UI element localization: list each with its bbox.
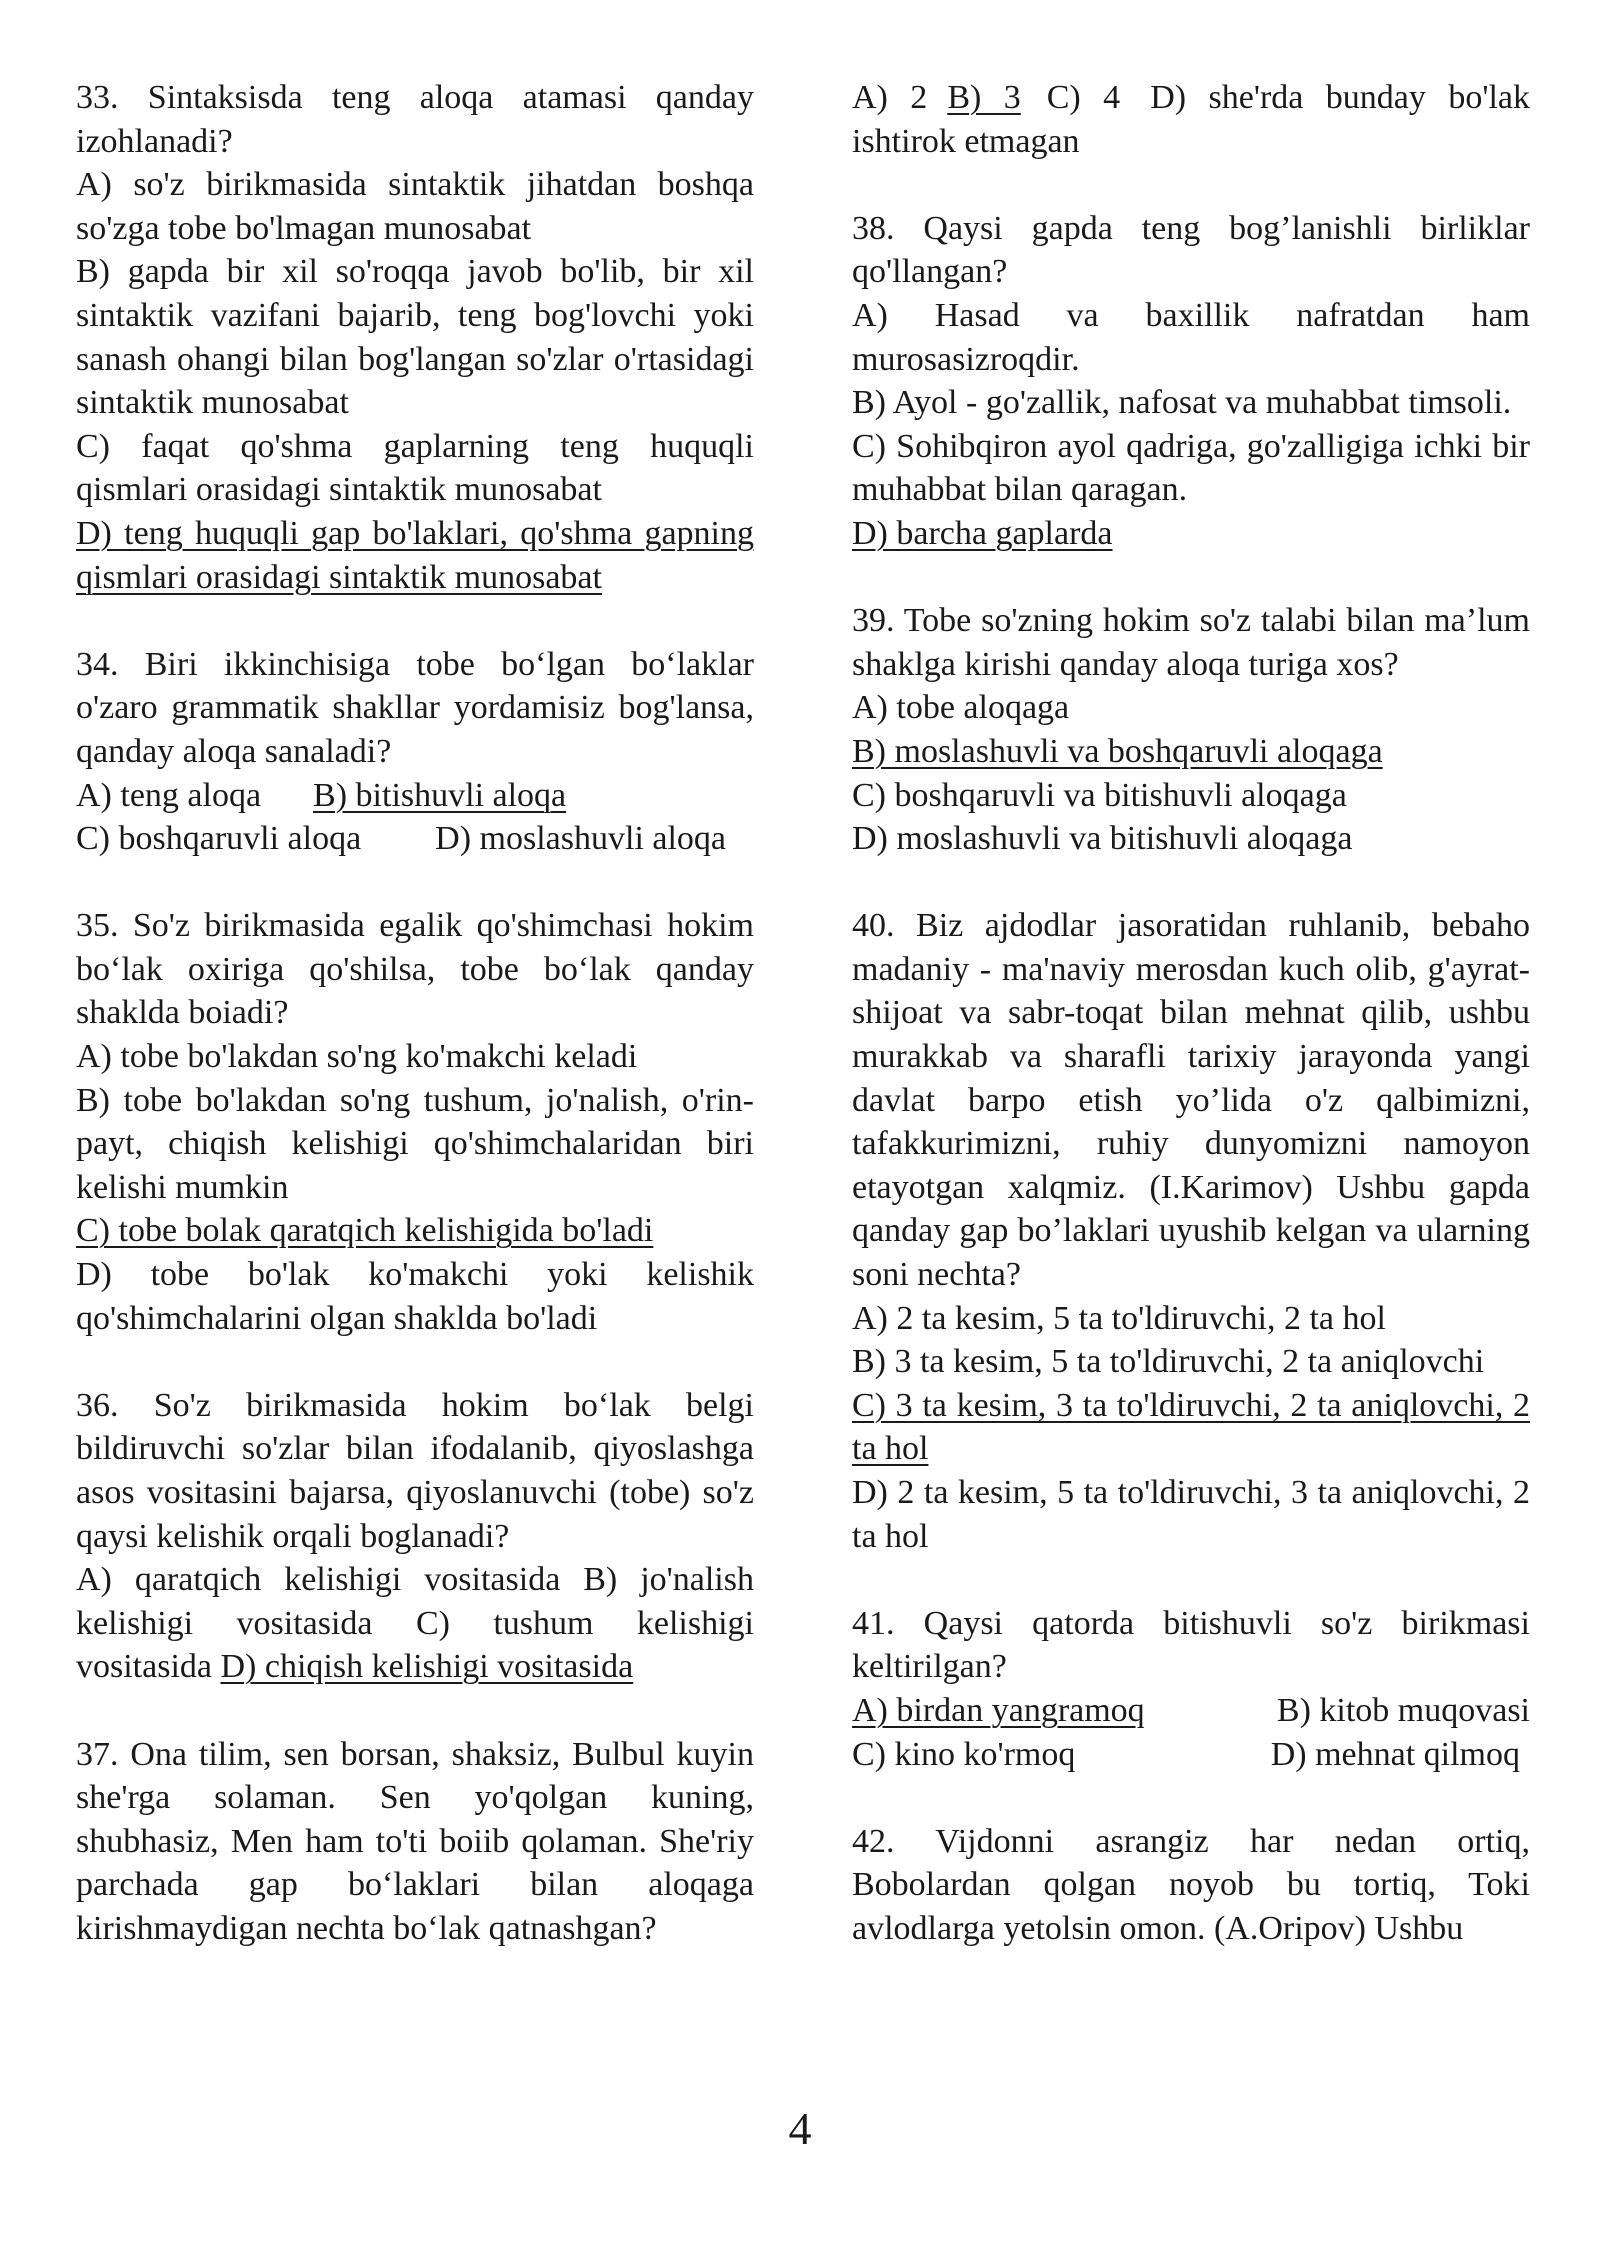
options-paragraph: [852, 76, 1530, 163]
option-d-correct: D) chiqish kelishigi vositasida: [220, 1648, 634, 1686]
right-column: [852, 76, 1530, 1951]
option-c: C) Sohibqiron ayol qadriga, go'zalligiga ichki bir muhabbat bilan qaragan.: [852, 427, 1530, 509]
option-d: D) moslashuvli aloqa: [435, 820, 727, 858]
question-text: 33. Sintaksisda teng aloqa atamasi qanday izohlanadi?: [76, 79, 754, 160]
option-c: C) 4: [1046, 79, 1121, 116]
question-33: [76, 76, 754, 599]
question-42: [852, 1820, 1530, 1951]
question-text: 41. Qaysi qatorda bitishuvli so'z birikmasi keltirilgan?: [852, 1604, 1530, 1686]
option-a: A) tobe aloqaga: [852, 689, 1070, 727]
options-paragraph: [76, 1558, 754, 1689]
option-d: D) moslashuvli va bitishuvli aloqaga: [852, 820, 1353, 858]
option-a: A) tobe bo'lakdan so'ng ko'makchi keladi: [76, 1038, 638, 1076]
option-d: D) mehnat qilmoq: [1270, 1735, 1520, 1773]
question-40: [852, 904, 1530, 1558]
option-a: A) so'z birikmasida sintaktik jihatdan boshqa so'zga tobe bo'lmagan munosabat: [76, 166, 754, 247]
question-text: 37. Ona tilim, sen borsan, shaksiz, Bulbul kuyin she'rga solaman. Sen yo'qolgan kuning, shubhasiz, Men ham to'ti boiib qolaman. She'riy parchada gap bo‘laklari bilan aloqaga kirishmaydigan nechta bo‘lak qatnashgan?: [76, 1735, 754, 1947]
options-row: [76, 774, 754, 818]
question-text: 42. Vijdonni asrangiz har nedan ortiq, Bobolardan qolgan noyob bu tortiq, Toki avlodlarga yetolsin omon. (A.Oripov) Ushbu: [852, 1822, 1530, 1947]
option-c-correct: [852, 1384, 1530, 1471]
correct-answer: C) tobe bolak qaratqich kelishigida bo'ladi: [76, 1212, 654, 1250]
question-41: [852, 1602, 1530, 1776]
option-b-correct: B) 3: [947, 79, 1021, 116]
question-text: 40. Biz ajdodlar jasoratidan ruhlanib, bebaho madaniy - ma'naviy merosdan kuch olib, g'ayrat-shijoat va sabr-toqat bilan mehnat qilib, ushbu murakkab va sharafli tarixiy jarayonda yangi davlat barpo etish yo’lida o'z qalbimizni, tafakkurimizni, ruhiy dunyomizni namoyon etayotgan xalqmiz. (I.Karimov) Ushbu gapda qanday gap bo’laklari uyushib kelgan va ularning soni nechta?: [852, 907, 1530, 1294]
question-37: [76, 1733, 754, 1951]
option-b: B) 3 ta kesim, 5 ta to'ldiruvchi, 2 ta aniqlovchi: [852, 1343, 1485, 1381]
option-b: B) tobe bo'lakdan so'ng tushum, jo'nalish, o'rin-payt, chiqish kelishigi qo'shimchalaridan biri kelishi mumkin: [76, 1081, 754, 1206]
options-row: [76, 817, 754, 861]
option-d: D) 2 ta kesim, 5 ta to'ldiruvchi, 3 ta aniqlovchi, 2 ta hol: [852, 1474, 1530, 1555]
option-b: B) Ayol - go'zallik, nafosat va muhabbat timsoli.: [852, 384, 1512, 422]
option-c: C) faqat qo'shma gaplarning teng huquqli qismlari orasidagi sintaktik munosabat: [76, 427, 754, 509]
option-d-correct: [76, 512, 754, 599]
question-38: [852, 207, 1530, 556]
option-d: D) tobe bo'lak ko'makchi yoki kelishik qo'shimchalarini olgan shaklda bo'ladi: [76, 1256, 754, 1337]
option-a: A) Hasad va baxillik nafratdan ham murosasizroqdir.: [852, 296, 1530, 378]
correct-answer: B) moslashuvli va boshqaruvli aloqaga: [852, 732, 1383, 770]
option-a: A) 2: [852, 79, 928, 116]
option-d-correct: [852, 512, 1530, 556]
question-34: [76, 643, 754, 861]
page-number: 4: [788, 2103, 812, 2154]
question-text: 39. Tobe so'zning hokim so'z talabi bilan ma’lum shaklga kirishi qanday aloqa turiga xos?: [852, 602, 1530, 683]
question-35: [76, 904, 754, 1340]
question-text: 36. So'z birikmasida hokim bo‘lak belgi bildiruvchi so'zlar bilan ifodalanib, qiyoslashga asos vositasini bajarsa, qiyoslanuvchi (tobe) so'z qaysi kelishik orqali boglanadi?: [76, 1386, 754, 1555]
correct-answer: D) barcha gaplarda: [852, 514, 1113, 552]
option-a: A) 2 ta kesim, 5 ta to'ldiruvchi, 2 ta hol: [852, 1299, 1386, 1337]
question-text: 34. Biri ikkinchisiga tobe bo‘lgan bo‘laklar o'zaro grammatik shakllar yordamisiz bog'lansa, qanday aloqa sanaladi?: [76, 645, 754, 770]
question-text: 35. So'z birikmasida egalik qo'shimchasi hokim bo‘lak oxiriga qo'shilsa, tobe bo‘lak qanday shaklda boiadi?: [76, 907, 754, 1032]
option-c: C) boshqaruvli aloqa: [76, 820, 362, 858]
question-39: [852, 599, 1530, 861]
option-a: A) teng aloqa: [76, 776, 262, 814]
option-c: C) kino ko'rmoq: [852, 1735, 1076, 1773]
option-a: A) qaratqich kelishigi vositasida: [76, 1561, 561, 1599]
option-b: B) jo'nalish kelishigi vositasida: [76, 1561, 754, 1642]
options-row: [852, 1733, 1530, 1777]
option-b-correct: [852, 730, 1530, 774]
option-c: C) boshqaruvli va bitishuvli aloqaga: [852, 776, 1347, 814]
option-b: B) gapda bir xil so'roqqa javob bo'lib, bir xil sintaktik vazifani bajarib, teng bog'lovchi yoki sanash ohangi bilan bog'langan so'zlar o'rtasidagi sintaktik munosabat: [76, 253, 754, 422]
option-d: D) she'rda bunday bo'lak ishtirok etmagan: [852, 79, 1530, 160]
question-text: 38. Qaysi gapda teng bog’lanishli birliklar qo'llangan?: [852, 209, 1530, 291]
option-b-correct: B) bitishuvli aloqa: [313, 776, 567, 814]
options-row: [852, 1689, 1530, 1733]
option-c-correct: [76, 1209, 754, 1253]
question-37-options: [852, 76, 1530, 163]
option-a-correct: A) birdan yangramoq: [852, 1691, 1145, 1729]
question-36: [76, 1384, 754, 1689]
correct-answer: D) teng huquqli gap bo'laklari, qo'shma gapning qismlari orasidagi sintaktik munosabat: [76, 514, 754, 596]
option-b: B) kitob muqovasi: [1276, 1691, 1530, 1729]
correct-answer: C) 3 ta kesim, 3 ta to'ldiruvchi, 2 ta aniqlovchi, 2 ta hol: [852, 1386, 1530, 1468]
left-column: [76, 76, 754, 1994]
option-c: C) tushum kelishigi vositasida: [76, 1604, 755, 1686]
